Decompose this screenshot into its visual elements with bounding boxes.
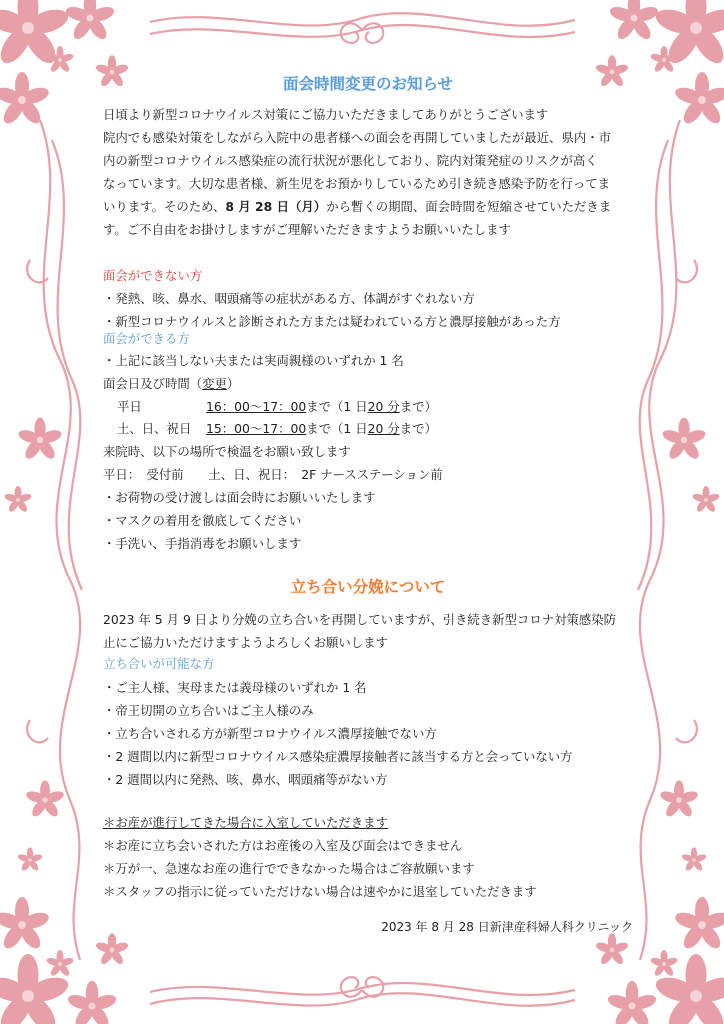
checkin-text: 来院時、以下の場所で検温をお願い致します	[103, 444, 351, 459]
attend-heading: 立ち合いが可能な方	[103, 656, 215, 671]
hours-text: 面会日及び時間（	[103, 376, 203, 391]
notice-intro-line: 院内でも感染対策をしながら入院中の患者様への面会を再開していましたが最近、県内・市	[103, 130, 612, 145]
intro-text: いります。そのため、	[103, 199, 226, 214]
notice-intro-line: す。ご不自由をお掛けしますがご理解いただきますようお願いいたします	[103, 222, 511, 237]
hours-text: まで（1 日	[306, 399, 368, 414]
birth-title: 立ち合い分娩について	[290, 578, 446, 596]
start-date: 8 月 28 日（月）	[225, 199, 327, 214]
can-visit-heading: 面会ができる方	[103, 331, 190, 346]
notice-intro-line: 日頃より新型コロナウイルス対策にご協力いただきましてありがとうございます	[103, 107, 549, 122]
list-item: ・ご主人様、実母または義母様のいずれか 1 名	[103, 680, 367, 695]
list-item: ・立ち合いされる方が新型コロナウイルス濃厚接触でない方	[103, 726, 437, 741]
hours-heading	[103, 376, 239, 392]
hours-text: ）	[226, 376, 240, 391]
asterisk-note: ＊スタッフの指示に従っていただけない場合は速やかに退室していただきます	[103, 884, 537, 899]
list-item: ・お荷物の受け渡しは面会時にお願いいたします	[103, 490, 376, 505]
checkin-location: 平日： 受付前 土、日、祝日： 2F ナースステーション前	[103, 467, 443, 482]
weekend-time: 15：00～17：00	[206, 421, 307, 436]
weekend-label: 土、日、祝日	[117, 421, 192, 436]
list-item: ・2 週間以内に新型コロナウイルス感染症濃厚接触者に該当する方と会っていない方	[103, 749, 573, 764]
asterisk-note: ＊お産に立ち会いされた方はお産後の入室及び面会はできません	[103, 838, 463, 853]
list-item: ・発熱、咳、鼻水、咽頭痛等の症状がある方、体調がすぐれない方	[103, 291, 475, 306]
list-item: ・帝王切開の立ち合いはご主人様のみ	[103, 703, 314, 718]
weekday-label: 平日	[117, 399, 142, 414]
asterisk-note: ＊万が一、急速なお産の進行でできなかった場合はご容赦願います	[103, 861, 475, 876]
list-item: ・手洗い、手指消毒をお願いします	[103, 536, 302, 551]
notice-intro-line: なっています。大切な患者様、新生児をお預かりしているため引き続き感染予防を行ってま	[103, 176, 611, 191]
footer-date-clinic: 2023 年 8 月 28 日新津産科婦人科クリニック	[381, 920, 633, 934]
list-item: ・新型コロナウイルスと診断された方または疑われている方と濃厚接触があった方	[103, 314, 561, 329]
birth-intro-line: 2023 年 5 月 9 日より分娩の立ち合いを再開していますが、引き続き新型コロナ対策感染防	[103, 612, 617, 627]
list-item: ・2 週間以内に発熱、咳、鼻水、咽頭痛等がない方	[103, 772, 388, 787]
weekend-hours	[206, 421, 437, 437]
intro-text: から暫くの期間、面会時間を短縮させていただきま	[326, 199, 612, 214]
notice-title: 面会時間変更のお知らせ	[282, 75, 454, 93]
hours-text: まで）	[399, 399, 437, 414]
asterisk-note: ＊お産が進行してきた場合に入室していただきます	[103, 815, 388, 830]
list-item: ・上記に該当しない夫または実両親様のいずれか 1 名	[103, 353, 404, 368]
weekday-hours	[206, 399, 437, 415]
changed-label: 変更	[202, 376, 227, 391]
weekend-minutes: 20 分	[367, 421, 400, 436]
hours-text: まで（1 日	[306, 421, 368, 436]
cannot-visit-heading: 面会ができない方	[103, 268, 203, 283]
weekday-minutes: 20 分	[367, 399, 400, 414]
notice-intro-line: 内の新型コロナウイルス感染症の流行状況が悪化しており、院内対策発症のリスクが高く	[103, 153, 598, 168]
weekday-time: 16：00～17：00	[206, 399, 307, 414]
hours-text: まで）	[399, 421, 437, 436]
birth-intro-line: 止にご協力いただけますようよろしくお願いします	[103, 635, 388, 650]
notice-intro-line	[103, 199, 611, 215]
list-item: ・マスクの着用を徹底してください	[103, 513, 302, 528]
